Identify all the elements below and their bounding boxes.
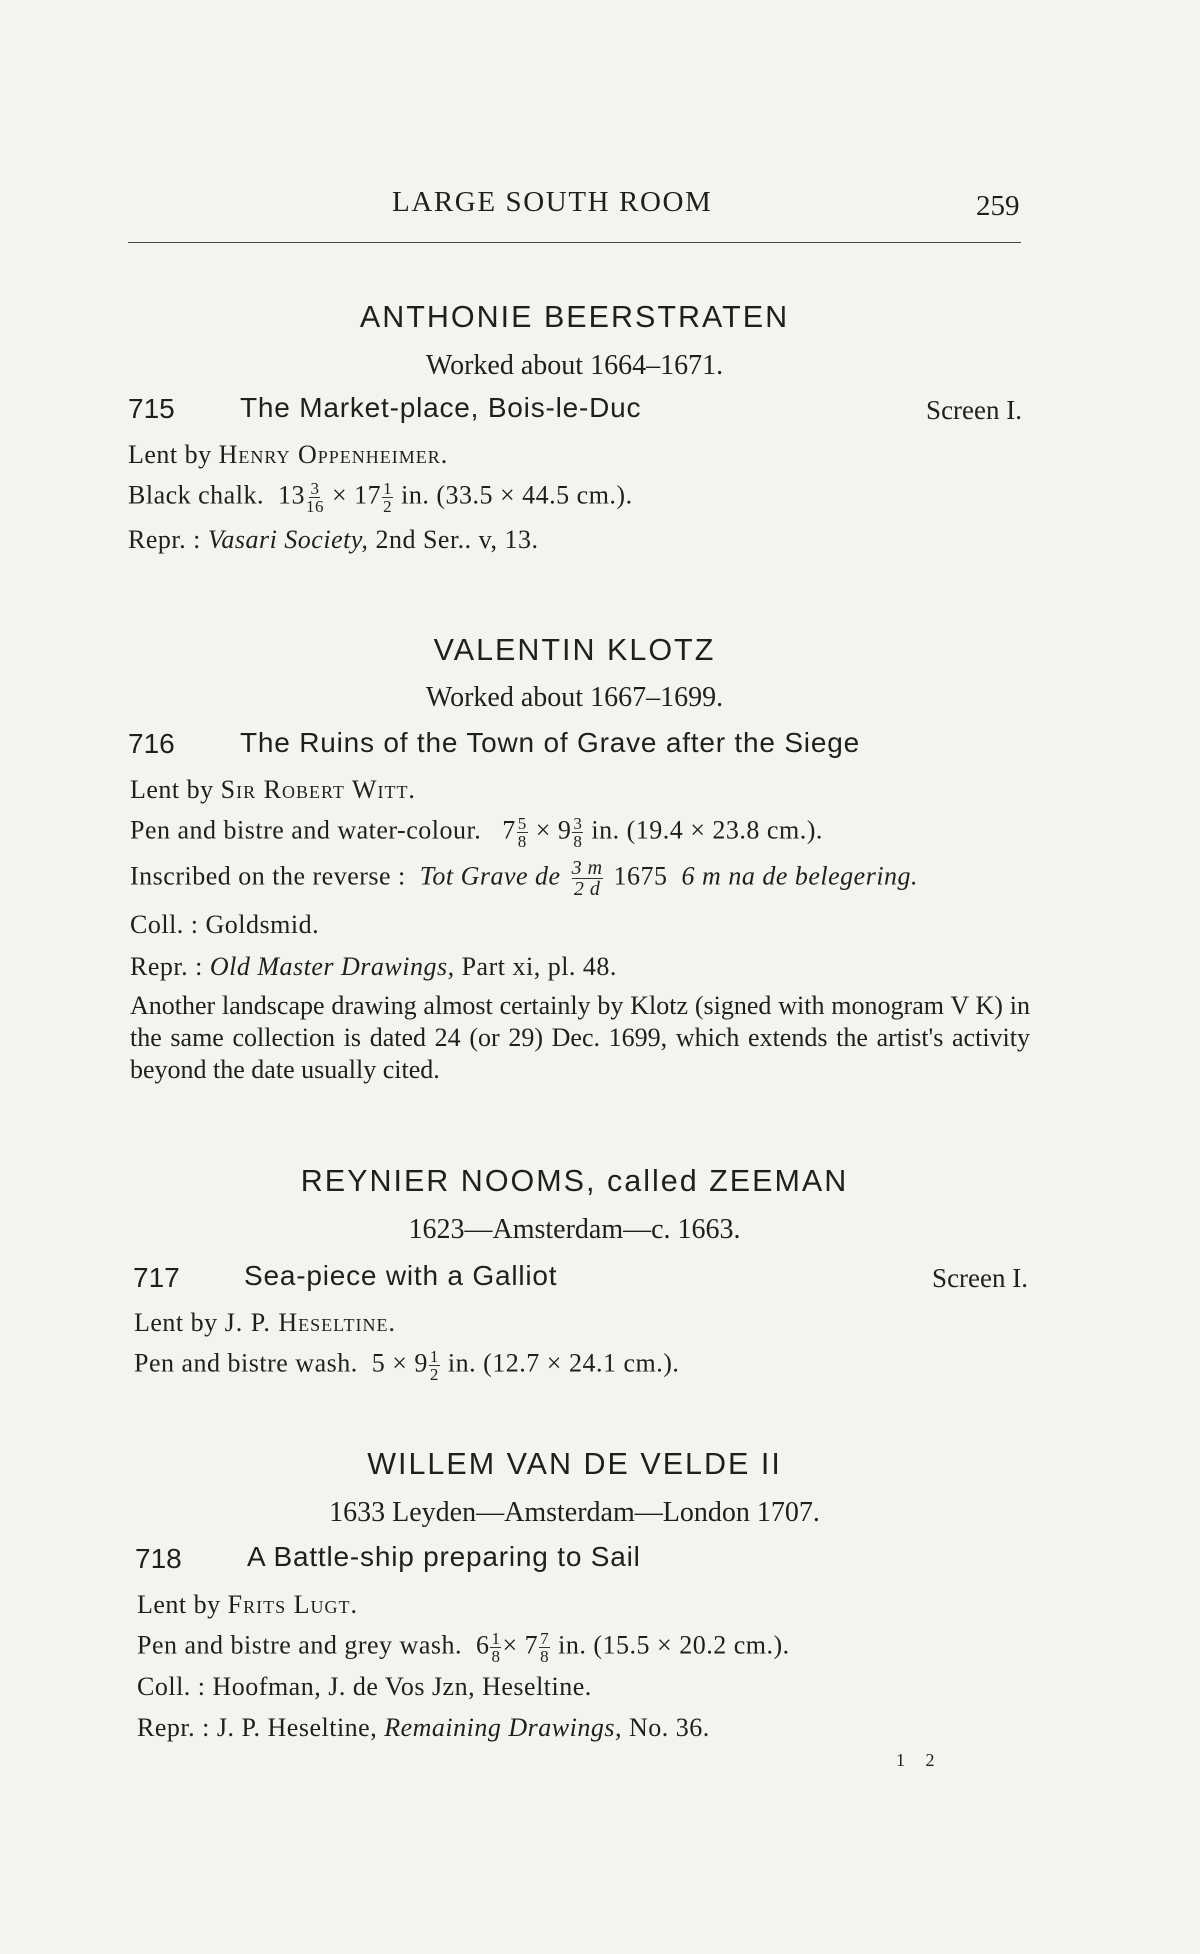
size-b-fraction: $\frac{1}{2}$ bbox=[429, 1347, 439, 1384]
artist-name: WILLEM VAN DE VELDE II bbox=[367, 1447, 782, 1481]
lender-line bbox=[128, 440, 448, 470]
lender-name: Sir Robert Witt. bbox=[220, 775, 416, 804]
lent-prefix: Lent by bbox=[128, 440, 212, 469]
medium-line: Pen and bistre wash. 5 × 9 $\frac{1}{2}$ in. (12.7 × 24.1 cm.). bbox=[134, 1347, 680, 1384]
inscription-line: Inscribed on the reverse : Tot Grave de $\frac{3 m}{2 d}$ 1675 6 m na de belegering. bbox=[130, 857, 919, 900]
size-cm: in. (19.4 × 23.8 cm.). bbox=[591, 815, 823, 845]
screen-location: Screen I. bbox=[932, 1263, 1028, 1293]
size-b-whole: 17 bbox=[354, 480, 382, 510]
size-b-fraction: $\frac{7}{8}$ bbox=[540, 1629, 550, 1666]
size-a-fraction: $\frac{1}{8}$ bbox=[491, 1629, 501, 1666]
size-b-fraction: $\frac{1}{2}$ bbox=[383, 479, 393, 516]
lender-line: Lent by J. P. Heseltine. bbox=[134, 1308, 396, 1337]
running-head: LARGE SOUTH ROOM bbox=[392, 186, 713, 218]
medium: Pen and bistre and grey wash. bbox=[137, 1630, 462, 1660]
catalogue-number: 717 bbox=[133, 1262, 180, 1293]
reproduction-source: Remaining Drawings, bbox=[384, 1713, 622, 1742]
collection-line: Coll. : Hoofman, J. de Vos Jzn, Heseltine. bbox=[137, 1672, 592, 1701]
medium: Black chalk. bbox=[128, 480, 264, 510]
artist-dates: 1623—Amsterdam—c. 1663. bbox=[408, 1214, 741, 1245]
medium-line: Pen and bistre and water-colour. 7 $\frac{5}{8}$ × 9 $\frac{3}{8}$ in. (19.4 × 23.8 cm.). bbox=[130, 814, 823, 851]
header-rule bbox=[128, 242, 1021, 243]
medium-line: Pen and bistre and grey wash. 6 $\frac{1}{8}$ × 7 $\frac{7}{8}$ in. (15.5 × 20.2 cm.). bbox=[137, 1629, 790, 1666]
page-number: 259 bbox=[976, 190, 1020, 222]
note-paragraph: Another landscape drawing almost certainly by Klotz (signed with monogram V K) in the same collection is dated 24 (or 29) Dec. 1699, which extends the artist's activity beyond the date usually cited. bbox=[130, 991, 1030, 1084]
size-a-whole: 13 bbox=[277, 480, 305, 510]
artwork-title: The Market-place, Bois-le-Duc bbox=[240, 392, 642, 423]
screen-location: Screen I. bbox=[926, 395, 1022, 425]
signature-marks: 1 2 bbox=[896, 1750, 943, 1770]
size-b-fraction: $\frac{3}{8}$ bbox=[573, 814, 583, 851]
size-a-fraction: $\frac{3}{16}$ bbox=[305, 479, 324, 516]
reproduction-line: Repr. : Old Master Drawings, Part xi, pl. 48. bbox=[130, 952, 617, 981]
medium: Pen and bistre wash. bbox=[134, 1348, 358, 1378]
lender-name: Frits Lugt. bbox=[227, 1590, 358, 1619]
artist-name: VALENTIN KLOTZ bbox=[433, 633, 716, 667]
lender-name: J. P. Heseltine. bbox=[224, 1308, 396, 1337]
size-a-fraction: $\frac{5}{8}$ bbox=[517, 814, 527, 851]
catalogue-number: 718 bbox=[135, 1543, 182, 1574]
artist-dates: Worked about 1664–1671. bbox=[425, 350, 724, 381]
lender-line: Lent by Frits Lugt. bbox=[137, 1590, 358, 1619]
reproduction-line: Repr. : J. P. Heseltine, Remaining Drawings, No. 36. bbox=[137, 1713, 710, 1742]
catalogue-number: 715 bbox=[128, 393, 175, 424]
artwork-title: The Ruins of the Town of Grave after the Siege bbox=[240, 727, 860, 758]
reproduction-source: Vasari Society, bbox=[207, 525, 369, 554]
reproduction-source: Old Master Drawings, bbox=[209, 952, 455, 981]
artist-dates: 1633 Leyden—Amsterdam—London 1707. bbox=[329, 1497, 820, 1528]
size-cm: in. (33.5 × 44.5 cm.). bbox=[401, 480, 633, 510]
artist-name: ANTHONIE BEERSTRATEN bbox=[359, 300, 790, 334]
inscription-fraction: $\frac{3 m}{2 d}$ bbox=[571, 857, 603, 900]
artwork-title: A Battle-ship preparing to Sail bbox=[247, 1541, 641, 1572]
collection-line: Coll. : Goldsmid. bbox=[130, 910, 320, 939]
medium-line: Black chalk. 13 $\frac{3}{16}$ × 17 $\frac{1}{2}$ in. (33.5 × 44.5 cm.). bbox=[128, 479, 633, 516]
artist-name: REYNIER NOOMS, called ZEEMAN bbox=[300, 1164, 849, 1198]
reproduction-line: Repr. : Vasari Society, 2nd Ser.. v, 13. bbox=[128, 525, 539, 554]
lender-name: Henry Oppenheimer. bbox=[218, 440, 449, 469]
artwork-title: Sea-piece with a Galliot bbox=[244, 1260, 558, 1291]
catalogue-number: 716 bbox=[128, 728, 175, 759]
size-cm: in. (15.5 × 20.2 cm.). bbox=[558, 1630, 790, 1660]
lender-line: Lent by Sir Robert Witt. bbox=[130, 775, 416, 804]
size-cm: in. (12.7 × 24.1 cm.). bbox=[447, 1348, 680, 1378]
medium: Pen and bistre and water-colour. bbox=[130, 815, 482, 845]
artist-dates: Worked about 1667–1699. bbox=[425, 682, 724, 713]
